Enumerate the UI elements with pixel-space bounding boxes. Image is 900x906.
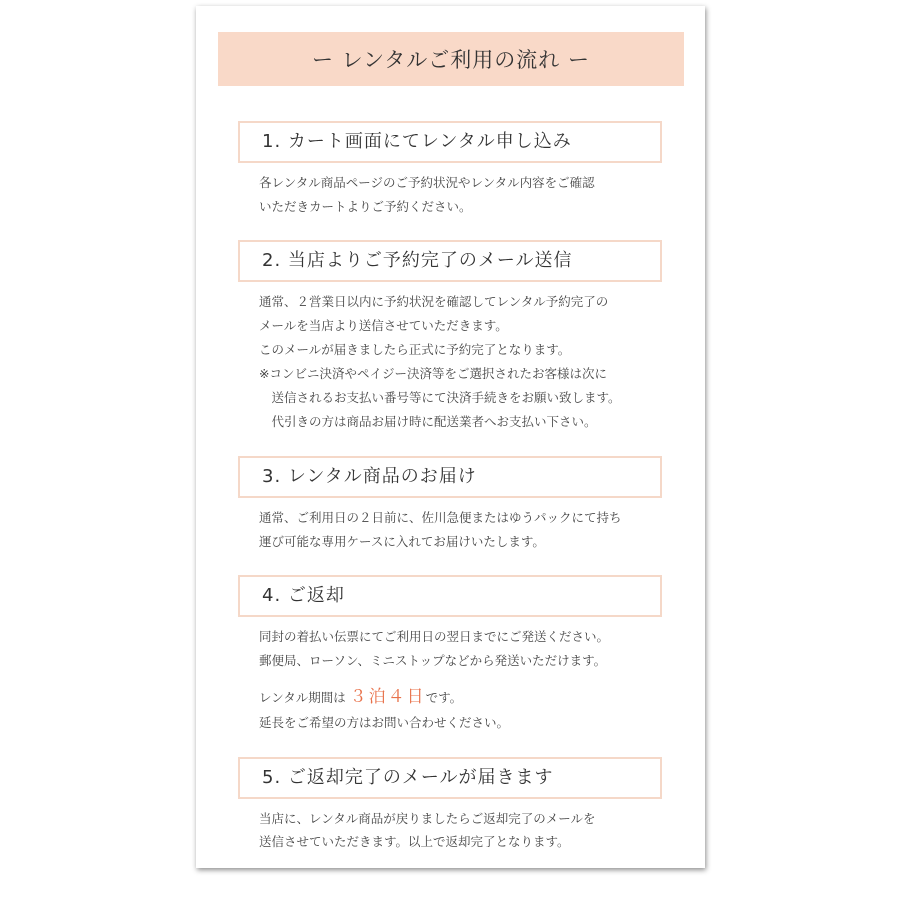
step-3-heading [238,456,662,498]
body-line: 同封の着払い伝票にてご利用日の翌日までにご発送ください。 [259,629,610,644]
body-line: 通常、ご利用日の２日前に、佐川急便またはゆうパックにて持ち [259,510,622,525]
period-suffix: です。 [425,690,463,705]
body-line: 代引きの方は商品お届け時に配送業者へお支払い下さい。 [259,414,597,429]
step-1-body [259,171,685,218]
body-line: いただきカートよりご予約ください。 [259,198,472,214]
body-line: 郵便局、ローソン、ミニストップなどから発送いただけます。 [259,652,607,668]
rental-flow-card [196,6,705,868]
body-line: 各レンタル商品ページのご予約状況やレンタル内容をご確認 [259,175,595,190]
step-1-heading [238,121,662,163]
step-3-body [259,506,685,553]
step-4-heading [238,575,662,617]
step-heading-text: 1. カート画面にてレンタル申し込み [262,131,572,152]
step-2-heading [238,240,662,282]
rental-period-value: ３泊４日 [349,687,426,707]
body-line: 送信させていただきます。以上で返却完了となります。 [259,834,570,849]
period-prefix: レンタル期間は [259,690,350,705]
step-5-heading [238,757,662,799]
step-5-body [259,807,685,854]
body-line: 送信されるお支払い番号等にて決済手続きをお願い致します。 [259,390,621,405]
body-line: メールを当店より送信させていただきます。 [259,318,508,333]
extend-note: 延長をご希望の方はお問い合わせください。 [259,715,510,730]
step-4-body [259,625,685,735]
rental-period-line [259,684,685,711]
body-line: 当店に、レンタル商品が戻りましたらご返却完了のメールを [259,810,596,826]
step-heading-text: 4. ご返却 [262,585,345,606]
page-title: ー レンタルご利用の流れ ー [218,32,684,86]
body-line: 運び可能な専用ケースに入れてお届けいたします。 [259,533,545,549]
step-2-body [259,290,685,434]
body-line: 通常、２営業日以内に予約状況を確認してレンタル予約完了の [259,294,609,309]
step-heading-text: 3. レンタル商品のお届け [262,466,477,487]
body-line: ※コンビニ決済やペイジー決済等をご選択されたお客様は次に [259,366,607,381]
step-heading-text: 2. 当店よりご予約完了のメール送信 [262,250,573,271]
step-heading-text: 5. ご返却完了のメールが届きます [262,766,554,788]
body-line: このメールが届きましたら正式に予約完了となります。 [259,342,571,357]
